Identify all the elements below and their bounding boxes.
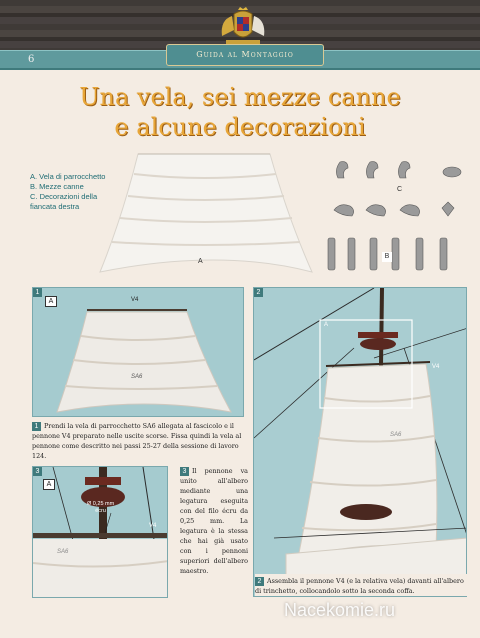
step-3-sail-label: SA6 (57, 549, 69, 555)
step-1-yard-label: V4 (131, 297, 139, 303)
step-3-thread-size: Ø 0,25 mm (87, 501, 115, 507)
step-1-panel (32, 287, 244, 417)
title-line-2: e alcune decorazioni (114, 113, 366, 141)
sail-part-label: A (198, 258, 203, 265)
step-3-panel (32, 466, 168, 598)
step-2-caption (255, 574, 467, 596)
step-1-tag: A (45, 296, 57, 307)
step-3-thread-label (87, 501, 114, 515)
step-1-sail-illustration (33, 288, 245, 418)
step-3-number: 3 (33, 467, 42, 476)
half-reeds-part-label: B (382, 252, 392, 262)
step-3-yard-label: V4 (149, 523, 157, 529)
step-3-caption-number: 3 (180, 467, 189, 476)
step-2-sail-label: SA6 (390, 432, 402, 438)
step-2-caption-text: Assembla il pennone V4 (e la relativa vela) davanti all'albero di trinchetto, collocandolo sotto la seconda coffa. (255, 577, 464, 595)
parts-illustration (326, 158, 466, 278)
section-banner: Guida al Montaggio (166, 44, 324, 66)
legend-item-a: A. Vela di parrocchetto (30, 172, 106, 181)
legend-item-c: C. Decorazioni della fiancata destra (30, 192, 98, 211)
step-3-tag: A (43, 479, 55, 490)
page-title (60, 82, 420, 142)
step-2-yard-label: V4 (432, 364, 440, 370)
step-3-caption (180, 466, 248, 576)
step-2-tag: A (324, 322, 329, 328)
step-1-caption-number: 1 (32, 422, 41, 431)
legend-item-b: B. Mezze canne (30, 182, 84, 191)
page-number: 6 (28, 54, 35, 65)
decorations-part-label: C (397, 186, 403, 193)
step-2-panel (253, 287, 467, 597)
sail-illustration (90, 148, 320, 278)
title-line-1: Una vela, sei mezze canne (79, 83, 401, 111)
step-1-caption (32, 421, 246, 461)
step-3-thread-color: écru (95, 508, 106, 514)
step-2-ship-illustration (254, 288, 467, 597)
step-1-number: 1 (33, 288, 42, 297)
step-2-number: 2 (254, 288, 263, 297)
royal-crest-icon (214, 6, 272, 48)
step-2-caption-number: 2 (255, 577, 264, 586)
step-1-sail-label: SA6 (131, 374, 143, 380)
step-3-caption-text: Il pennone va unito all'albero mediante una legatura eseguita con del filo écru da 0,25 mm. La legatura è la stessa che hai già usato con i pennoni superiori dell'albero maestro. (180, 467, 248, 575)
watermark: Nacekomie.ru (284, 600, 396, 620)
step-1-caption-text: Prendi la vela di parrocchetto SA6 allegata al fascicolo e il pennone V4 preparato nelle uscite scorse. Fissa quindi la vela al pennone come descritto nei passi 25-27 della sessione di lavoro 124. (32, 422, 242, 460)
